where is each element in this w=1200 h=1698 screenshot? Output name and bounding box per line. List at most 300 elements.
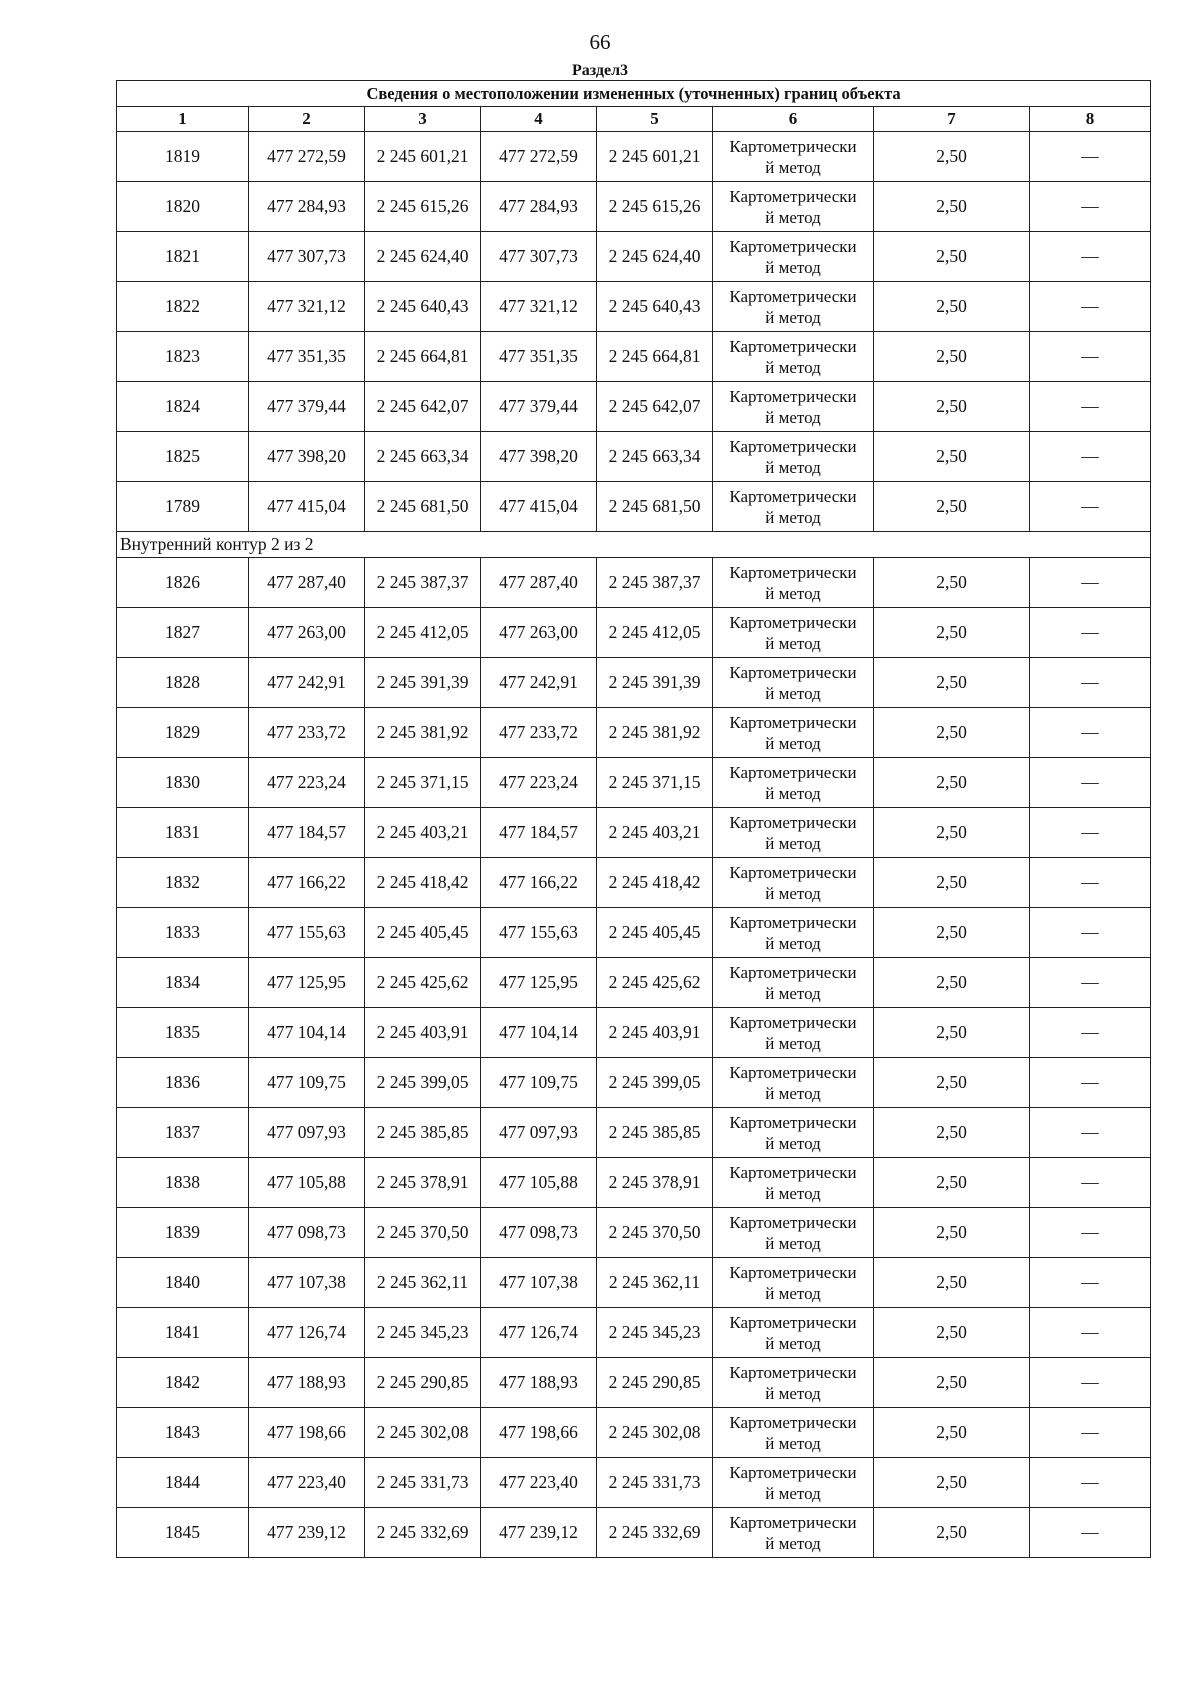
- method-text-line-1: Картометрически: [729, 762, 857, 782]
- x-coordinate-new: 477 351,35: [481, 332, 597, 382]
- x-coordinate-new: 477 098,73: [481, 1208, 597, 1258]
- table-row: [117, 1358, 1151, 1408]
- y-coordinate-new: 2 245 405,45: [597, 908, 713, 958]
- method-cell: [713, 1208, 874, 1258]
- x-coordinate-new: 477 284,93: [481, 182, 597, 232]
- x-coordinate-old: 477 109,75: [249, 1058, 365, 1108]
- y-coordinate-old: 2 245 387,37: [365, 558, 481, 608]
- y-coordinate-old: 2 245 681,50: [365, 482, 481, 532]
- table-row: [117, 332, 1151, 382]
- x-coordinate-old: 477 198,66: [249, 1408, 365, 1458]
- x-coordinate-old: 477 184,57: [249, 808, 365, 858]
- point-number: 1841: [117, 1308, 249, 1358]
- method-text-line-1: Картометрически: [729, 336, 857, 356]
- method-text-line-2: й метод: [765, 1483, 821, 1503]
- description-dash: —: [1030, 1258, 1151, 1308]
- method-cell: [713, 1458, 874, 1508]
- table-row: [117, 482, 1151, 532]
- table-row: [117, 432, 1151, 482]
- method-cell: [713, 1358, 874, 1408]
- y-coordinate-new: 2 245 332,69: [597, 1508, 713, 1558]
- y-coordinate-old: 2 245 640,43: [365, 282, 481, 332]
- description-dash: —: [1030, 1308, 1151, 1358]
- description-dash: —: [1030, 1058, 1151, 1108]
- table-row: [117, 1508, 1151, 1558]
- description-dash: —: [1030, 908, 1151, 958]
- method-text-line-1: Картометрически: [729, 1212, 857, 1232]
- method-cell: [713, 1058, 874, 1108]
- description-dash: —: [1030, 608, 1151, 658]
- point-number: 1826: [117, 558, 249, 608]
- x-coordinate-new: 477 415,04: [481, 482, 597, 532]
- accuracy-value: 2,50: [874, 1358, 1030, 1408]
- method-text-line-2: й метод: [765, 1033, 821, 1053]
- y-coordinate-new: 2 245 624,40: [597, 232, 713, 282]
- method-text-line-1: Картометрически: [729, 962, 857, 982]
- y-coordinate-new: 2 245 362,11: [597, 1258, 713, 1308]
- y-coordinate-old: 2 245 663,34: [365, 432, 481, 482]
- point-number: 1844: [117, 1458, 249, 1508]
- method-text-line-2: й метод: [765, 1083, 821, 1103]
- description-dash: —: [1030, 232, 1151, 282]
- method-cell: [713, 908, 874, 958]
- accuracy-value: 2,50: [874, 758, 1030, 808]
- point-number: 1832: [117, 858, 249, 908]
- y-coordinate-old: 2 245 381,92: [365, 708, 481, 758]
- method-text-line-1: Картометрически: [729, 1112, 857, 1132]
- y-coordinate-old: 2 245 642,07: [365, 382, 481, 432]
- accuracy-value: 2,50: [874, 908, 1030, 958]
- x-coordinate-new: 477 242,91: [481, 658, 597, 708]
- method-text-line-1: Картометрически: [729, 286, 857, 306]
- method-text-line-2: й метод: [765, 1433, 821, 1453]
- method-cell: [713, 1158, 874, 1208]
- method-cell: [713, 332, 874, 382]
- point-number: 1838: [117, 1158, 249, 1208]
- accuracy-value: 2,50: [874, 182, 1030, 232]
- column-number: 4: [481, 107, 597, 132]
- accuracy-value: 2,50: [874, 482, 1030, 532]
- point-number: 1822: [117, 282, 249, 332]
- table-row: [117, 132, 1151, 182]
- description-dash: —: [1030, 758, 1151, 808]
- table-caption-row: [117, 81, 1151, 107]
- method-text-line-1: Картометрически: [729, 486, 857, 506]
- method-text-line-2: й метод: [765, 357, 821, 377]
- column-number: 1: [117, 107, 249, 132]
- method-text-line-2: й метод: [765, 883, 821, 903]
- x-coordinate-new: 477 287,40: [481, 558, 597, 608]
- description-dash: —: [1030, 708, 1151, 758]
- x-coordinate-old: 477 125,95: [249, 958, 365, 1008]
- y-coordinate-old: 2 245 425,62: [365, 958, 481, 1008]
- column-number-row: [117, 107, 1151, 132]
- method-text-line-2: й метод: [765, 1183, 821, 1203]
- x-coordinate-old: 477 307,73: [249, 232, 365, 282]
- x-coordinate-old: 477 272,59: [249, 132, 365, 182]
- method-cell: [713, 282, 874, 332]
- y-coordinate-new: 2 245 378,91: [597, 1158, 713, 1208]
- y-coordinate-new: 2 245 418,42: [597, 858, 713, 908]
- x-coordinate-new: 477 263,00: [481, 608, 597, 658]
- column-number: 8: [1030, 107, 1151, 132]
- y-coordinate-old: 2 245 403,21: [365, 808, 481, 858]
- x-coordinate-new: 477 223,24: [481, 758, 597, 808]
- accuracy-value: 2,50: [874, 1058, 1030, 1108]
- method-cell: [713, 232, 874, 282]
- y-coordinate-old: 2 245 403,91: [365, 1008, 481, 1058]
- y-coordinate-new: 2 245 663,34: [597, 432, 713, 482]
- point-number: 1839: [117, 1208, 249, 1258]
- table-row: [117, 1058, 1151, 1108]
- y-coordinate-old: 2 245 664,81: [365, 332, 481, 382]
- x-coordinate-new: 477 198,66: [481, 1408, 597, 1458]
- point-number: 1837: [117, 1108, 249, 1158]
- y-coordinate-old: 2 245 601,21: [365, 132, 481, 182]
- method-cell: [713, 1508, 874, 1558]
- method-cell: [713, 1008, 874, 1058]
- point-number: 1840: [117, 1258, 249, 1308]
- method-text-line-1: Картометрически: [729, 1012, 857, 1032]
- description-dash: —: [1030, 1358, 1151, 1408]
- method-cell: [713, 132, 874, 182]
- y-coordinate-old: 2 245 378,91: [365, 1158, 481, 1208]
- method-text-line-1: Картометрически: [729, 1412, 857, 1432]
- method-text-line-1: Картометрически: [729, 436, 857, 456]
- method-text-line-2: й метод: [765, 507, 821, 527]
- x-coordinate-old: 477 098,73: [249, 1208, 365, 1258]
- method-text-line-1: Картометрически: [729, 562, 857, 582]
- description-dash: —: [1030, 1208, 1151, 1258]
- table-row: [117, 708, 1151, 758]
- table-row: [117, 1208, 1151, 1258]
- x-coordinate-old: 477 242,91: [249, 658, 365, 708]
- y-coordinate-new: 2 245 391,39: [597, 658, 713, 708]
- point-number: 1843: [117, 1408, 249, 1458]
- coordinates-table: [116, 80, 1151, 1558]
- x-coordinate-new: 477 233,72: [481, 708, 597, 758]
- accuracy-value: 2,50: [874, 1308, 1030, 1358]
- method-text-line-1: Картометрически: [729, 386, 857, 406]
- y-coordinate-new: 2 245 290,85: [597, 1358, 713, 1408]
- method-cell: [713, 758, 874, 808]
- x-coordinate-new: 477 105,88: [481, 1158, 597, 1208]
- table-row: [117, 758, 1151, 808]
- table-row: [117, 182, 1151, 232]
- accuracy-value: 2,50: [874, 1208, 1030, 1258]
- point-number: 1828: [117, 658, 249, 708]
- method-cell: [713, 808, 874, 858]
- x-coordinate-old: 477 379,44: [249, 382, 365, 432]
- accuracy-value: 2,50: [874, 382, 1030, 432]
- method-text-line-1: Картометрически: [729, 712, 857, 732]
- description-dash: —: [1030, 858, 1151, 908]
- x-coordinate-new: 477 379,44: [481, 382, 597, 432]
- x-coordinate-old: 477 223,40: [249, 1458, 365, 1508]
- method-cell: [713, 658, 874, 708]
- method-text-line-1: Картометрически: [729, 1312, 857, 1332]
- y-coordinate-old: 2 245 345,23: [365, 1308, 481, 1358]
- description-dash: —: [1030, 1408, 1151, 1458]
- y-coordinate-new: 2 245 370,50: [597, 1208, 713, 1258]
- x-coordinate-old: 477 188,93: [249, 1358, 365, 1408]
- method-cell: [713, 558, 874, 608]
- method-text-line-2: й метод: [765, 1133, 821, 1153]
- method-text-line-2: й метод: [765, 683, 821, 703]
- table-row: [117, 382, 1151, 432]
- accuracy-value: 2,50: [874, 1508, 1030, 1558]
- method-text-line-2: й метод: [765, 983, 821, 1003]
- method-text-line-1: Картометрически: [729, 662, 857, 682]
- accuracy-value: 2,50: [874, 1108, 1030, 1158]
- y-coordinate-old: 2 245 371,15: [365, 758, 481, 808]
- x-coordinate-old: 477 415,04: [249, 482, 365, 532]
- method-text-line-2: й метод: [765, 783, 821, 803]
- table-row: [117, 1408, 1151, 1458]
- y-coordinate-new: 2 245 331,73: [597, 1458, 713, 1508]
- contour-row: [117, 532, 1151, 558]
- point-number: 1825: [117, 432, 249, 482]
- x-coordinate-old: 477 321,12: [249, 282, 365, 332]
- y-coordinate-old: 2 245 385,85: [365, 1108, 481, 1158]
- y-coordinate-old: 2 245 405,45: [365, 908, 481, 958]
- x-coordinate-old: 477 097,93: [249, 1108, 365, 1158]
- method-cell: [713, 1108, 874, 1158]
- y-coordinate-old: 2 245 391,39: [365, 658, 481, 708]
- method-cell: [713, 608, 874, 658]
- description-dash: —: [1030, 282, 1151, 332]
- table-row: [117, 1158, 1151, 1208]
- accuracy-value: 2,50: [874, 432, 1030, 482]
- method-cell: [713, 482, 874, 532]
- x-coordinate-new: 477 126,74: [481, 1308, 597, 1358]
- y-coordinate-old: 2 245 332,69: [365, 1508, 481, 1558]
- y-coordinate-old: 2 245 615,26: [365, 182, 481, 232]
- accuracy-value: 2,50: [874, 1408, 1030, 1458]
- accuracy-value: 2,50: [874, 1158, 1030, 1208]
- method-cell: [713, 958, 874, 1008]
- description-dash: —: [1030, 1458, 1151, 1508]
- x-coordinate-new: 477 239,12: [481, 1508, 597, 1558]
- method-text-line-1: Картометрически: [729, 1162, 857, 1182]
- method-text-line-2: й метод: [765, 583, 821, 603]
- table-row: [117, 558, 1151, 608]
- method-text-line-2: й метод: [765, 733, 821, 753]
- y-coordinate-new: 2 245 642,07: [597, 382, 713, 432]
- column-number: 6: [713, 107, 874, 132]
- method-cell: [713, 432, 874, 482]
- method-text-line-2: й метод: [765, 307, 821, 327]
- method-text-line-2: й метод: [765, 833, 821, 853]
- point-number: 1836: [117, 1058, 249, 1108]
- y-coordinate-new: 2 245 371,15: [597, 758, 713, 808]
- method-text-line-1: Картометрически: [729, 612, 857, 632]
- y-coordinate-old: 2 245 290,85: [365, 1358, 481, 1408]
- accuracy-value: 2,50: [874, 1008, 1030, 1058]
- x-coordinate-old: 477 107,38: [249, 1258, 365, 1308]
- column-number: 3: [365, 107, 481, 132]
- x-coordinate-new: 477 109,75: [481, 1058, 597, 1108]
- y-coordinate-new: 2 245 403,21: [597, 808, 713, 858]
- column-number: 7: [874, 107, 1030, 132]
- accuracy-value: 2,50: [874, 708, 1030, 758]
- method-text-line-2: й метод: [765, 1233, 821, 1253]
- method-text-line-2: й метод: [765, 407, 821, 427]
- y-coordinate-new: 2 245 425,62: [597, 958, 713, 1008]
- x-coordinate-old: 477 104,14: [249, 1008, 365, 1058]
- y-coordinate-new: 2 245 381,92: [597, 708, 713, 758]
- accuracy-value: 2,50: [874, 132, 1030, 182]
- method-text-line-2: й метод: [765, 1283, 821, 1303]
- contour-section: [117, 532, 1151, 558]
- method-cell: [713, 182, 874, 232]
- y-coordinate-old: 2 245 418,42: [365, 858, 481, 908]
- description-dash: —: [1030, 132, 1151, 182]
- table-row: [117, 282, 1151, 332]
- description-dash: —: [1030, 1008, 1151, 1058]
- point-number: 1823: [117, 332, 249, 382]
- x-coordinate-new: 477 107,38: [481, 1258, 597, 1308]
- x-coordinate-old: 477 284,93: [249, 182, 365, 232]
- x-coordinate-new: 477 097,93: [481, 1108, 597, 1158]
- accuracy-value: 2,50: [874, 1458, 1030, 1508]
- point-number: 1845: [117, 1508, 249, 1558]
- y-coordinate-new: 2 245 385,85: [597, 1108, 713, 1158]
- table-row: [117, 1008, 1151, 1058]
- method-text-line-2: й метод: [765, 633, 821, 653]
- y-coordinate-new: 2 245 681,50: [597, 482, 713, 532]
- method-text-line-1: Картометрически: [729, 236, 857, 256]
- x-coordinate-old: 477 239,12: [249, 1508, 365, 1558]
- method-cell: [713, 708, 874, 758]
- accuracy-value: 2,50: [874, 858, 1030, 908]
- point-number: 1821: [117, 232, 249, 282]
- y-coordinate-new: 2 245 615,26: [597, 182, 713, 232]
- table-row: [117, 1108, 1151, 1158]
- y-coordinate-old: 2 245 362,11: [365, 1258, 481, 1308]
- point-number: 1831: [117, 808, 249, 858]
- description-dash: —: [1030, 182, 1151, 232]
- y-coordinate-old: 2 245 624,40: [365, 232, 481, 282]
- table-row: [117, 908, 1151, 958]
- accuracy-value: 2,50: [874, 1258, 1030, 1308]
- x-coordinate-new: 477 125,95: [481, 958, 597, 1008]
- method-text-line-1: Картометрически: [729, 1062, 857, 1082]
- y-coordinate-new: 2 245 664,81: [597, 332, 713, 382]
- method-text-line-1: Картометрически: [729, 1512, 857, 1532]
- x-coordinate-old: 477 105,88: [249, 1158, 365, 1208]
- y-coordinate-new: 2 245 640,43: [597, 282, 713, 332]
- method-text-line-1: Картометрически: [729, 912, 857, 932]
- point-number: 1819: [117, 132, 249, 182]
- description-dash: —: [1030, 958, 1151, 1008]
- x-coordinate-new: 477 166,22: [481, 858, 597, 908]
- method-text-line-2: й метод: [765, 257, 821, 277]
- method-text-line-2: й метод: [765, 1383, 821, 1403]
- point-number: 1829: [117, 708, 249, 758]
- accuracy-value: 2,50: [874, 282, 1030, 332]
- page-number: 66: [589, 30, 611, 54]
- method-cell: [713, 858, 874, 908]
- accuracy-value: 2,50: [874, 332, 1030, 382]
- method-text-line-1: Картометрически: [729, 862, 857, 882]
- method-text-line-1: Картометрически: [729, 136, 857, 156]
- point-number: 1824: [117, 382, 249, 432]
- x-coordinate-old: 477 287,40: [249, 558, 365, 608]
- table-row: [117, 232, 1151, 282]
- y-coordinate-new: 2 245 403,91: [597, 1008, 713, 1058]
- method-text-line-2: й метод: [765, 1533, 821, 1553]
- x-coordinate-old: 477 398,20: [249, 432, 365, 482]
- table-row: [117, 1258, 1151, 1308]
- method-text-line-2: й метод: [765, 207, 821, 227]
- accuracy-value: 2,50: [874, 658, 1030, 708]
- y-coordinate-old: 2 245 412,05: [365, 608, 481, 658]
- y-coordinate-new: 2 245 302,08: [597, 1408, 713, 1458]
- x-coordinate-new: 477 321,12: [481, 282, 597, 332]
- x-coordinate-new: 477 398,20: [481, 432, 597, 482]
- point-number: 1835: [117, 1008, 249, 1058]
- method-text-line-2: й метод: [765, 933, 821, 953]
- method-text-line-1: Картометрически: [729, 186, 857, 206]
- description-dash: —: [1030, 558, 1151, 608]
- section-title: Раздел3: [571, 62, 629, 79]
- x-coordinate-old: 477 351,35: [249, 332, 365, 382]
- point-number: 1827: [117, 608, 249, 658]
- table-row: [117, 858, 1151, 908]
- method-text-line-2: й метод: [765, 1333, 821, 1353]
- point-number: 1830: [117, 758, 249, 808]
- contour-label: Внутренний контур 2 из 2: [117, 532, 1151, 558]
- method-text-line-1: Картометрически: [729, 1262, 857, 1282]
- table-caption: Сведения о местоположении измененных (уточненных) границ объекта: [117, 81, 1151, 107]
- y-coordinate-old: 2 245 370,50: [365, 1208, 481, 1258]
- x-coordinate-old: 477 155,63: [249, 908, 365, 958]
- accuracy-value: 2,50: [874, 808, 1030, 858]
- y-coordinate-new: 2 245 387,37: [597, 558, 713, 608]
- x-coordinate-new: 477 307,73: [481, 232, 597, 282]
- x-coordinate-new: 477 272,59: [481, 132, 597, 182]
- accuracy-value: 2,50: [874, 958, 1030, 1008]
- description-dash: —: [1030, 432, 1151, 482]
- table-row: [117, 608, 1151, 658]
- point-number: 1789: [117, 482, 249, 532]
- description-dash: —: [1030, 1508, 1151, 1558]
- y-coordinate-new: 2 245 345,23: [597, 1308, 713, 1358]
- point-number: 1833: [117, 908, 249, 958]
- x-coordinate-new: 477 155,63: [481, 908, 597, 958]
- y-coordinate-new: 2 245 601,21: [597, 132, 713, 182]
- description-dash: —: [1030, 482, 1151, 532]
- x-coordinate-new: 477 184,57: [481, 808, 597, 858]
- x-coordinate-old: 477 223,24: [249, 758, 365, 808]
- method-cell: [713, 1308, 874, 1358]
- method-text-line-2: й метод: [765, 157, 821, 177]
- x-coordinate-new: 477 188,93: [481, 1358, 597, 1408]
- method-text-line-1: Картометрически: [729, 1362, 857, 1382]
- description-dash: —: [1030, 332, 1151, 382]
- table-row: [117, 808, 1151, 858]
- y-coordinate-old: 2 245 331,73: [365, 1458, 481, 1508]
- x-coordinate-old: 477 233,72: [249, 708, 365, 758]
- method-cell: [713, 1258, 874, 1308]
- accuracy-value: 2,50: [874, 608, 1030, 658]
- column-number: 2: [249, 107, 365, 132]
- y-coordinate-old: 2 245 399,05: [365, 1058, 481, 1108]
- x-coordinate-new: 477 104,14: [481, 1008, 597, 1058]
- method-text-line-2: й метод: [765, 457, 821, 477]
- column-number: 5: [597, 107, 713, 132]
